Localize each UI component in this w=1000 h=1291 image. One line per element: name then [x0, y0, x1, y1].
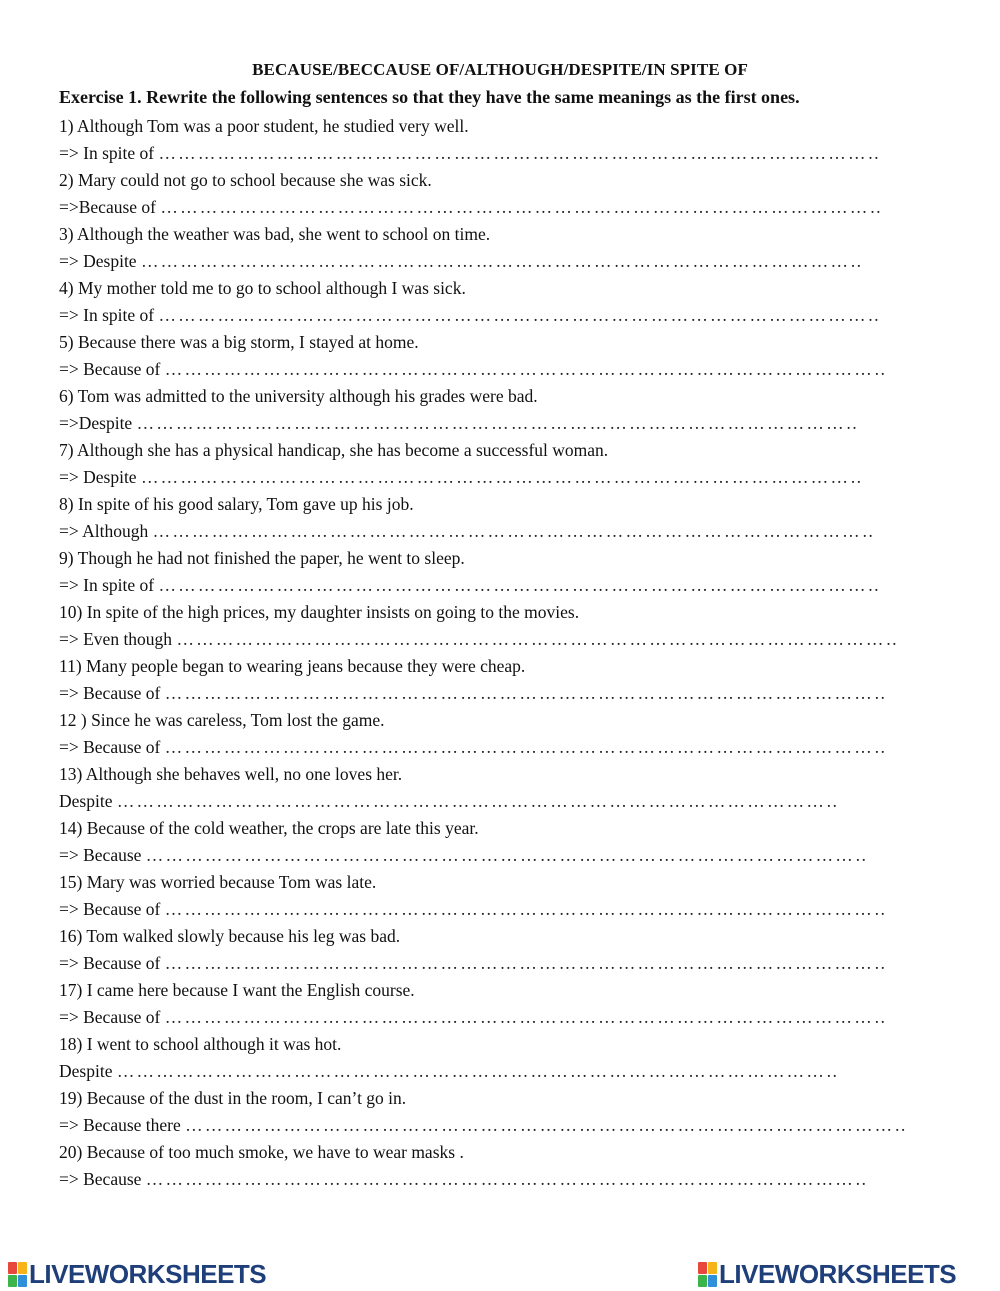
- answer-prompt: Despite: [59, 791, 113, 811]
- answer-line: [59, 842, 959, 869]
- answer-prompt: => Even though: [59, 629, 173, 649]
- exercise-sentence: 9) Though he had not finished the paper, he went to sleep.: [59, 548, 465, 568]
- answer-line: [59, 356, 959, 383]
- answer-prompt: => Despite: [59, 251, 137, 271]
- exercise-sentence: 5) Because there was a big storm, I stayed at home.: [59, 332, 419, 352]
- answer-input-4[interactable]: [158, 305, 878, 327]
- answer-line: [59, 464, 959, 491]
- exercise-sentence: 10) In spite of the high prices, my daughter insists on going to the movies.: [59, 602, 580, 622]
- answer-input-13[interactable]: [117, 791, 837, 813]
- answer-line: [59, 626, 959, 653]
- answer-prompt: => In spite of: [59, 575, 155, 595]
- answer-prompt: => Because of: [59, 737, 161, 757]
- answer-line: [59, 896, 959, 923]
- answer-input-17[interactable]: [165, 1007, 885, 1029]
- answer-prompt: => Despite: [59, 467, 137, 487]
- answer-line: [59, 302, 959, 329]
- answer-line: [59, 680, 959, 707]
- answer-input-6[interactable]: [137, 413, 857, 435]
- answer-input-5[interactable]: [165, 359, 885, 381]
- answer-line: [59, 1004, 959, 1031]
- answer-prompt: => Because of: [59, 953, 161, 973]
- answer-input-18[interactable]: [117, 1061, 837, 1083]
- answer-line: [59, 1112, 959, 1139]
- answer-input-11[interactable]: [165, 683, 885, 705]
- exercise-sentence: 11) Many people began to wearing jeans because they were cheap.: [59, 656, 526, 676]
- exercise-sentence: 2) Mary could not go to school because she was sick.: [59, 170, 432, 190]
- answer-prompt: => Because: [59, 1169, 142, 1189]
- answer-input-20[interactable]: [146, 1169, 866, 1191]
- answer-input-9[interactable]: [158, 575, 878, 597]
- answer-line: [59, 194, 959, 221]
- answer-input-2[interactable]: [160, 197, 880, 219]
- exercise-sentence: 14) Because of the cold weather, the crops are late this year.: [59, 818, 479, 838]
- exercise-sentence: 16) Tom walked slowly because his leg was bad.: [59, 926, 401, 946]
- answer-line: [59, 140, 959, 167]
- exercise-sentence: 19) Because of the dust in the room, I can’t go in.: [59, 1088, 407, 1108]
- exercise-sentence: 17) I came here because I want the English course.: [59, 980, 415, 1000]
- answer-line: [59, 950, 959, 977]
- answer-input-16[interactable]: [165, 953, 885, 975]
- answer-prompt: Despite: [59, 1061, 113, 1081]
- worksheet-title: BECAUSE/BECCAUSE OF/ALTHOUGH/DESPITE/IN SPITE OF: [252, 60, 748, 79]
- exercise-sentence: 12 ) Since he was careless, Tom lost the game.: [59, 710, 385, 730]
- answer-input-1[interactable]: [158, 143, 878, 165]
- answer-prompt: => Because: [59, 845, 142, 865]
- liveworksheets-logo-icon: [698, 1262, 717, 1287]
- answer-line: [59, 1166, 959, 1193]
- liveworksheets-logo-icon: [8, 1262, 27, 1287]
- answer-prompt: => Because there: [59, 1115, 181, 1135]
- logo-text: LIVEWORKSHEETS: [29, 1258, 267, 1289]
- liveworksheets-logo-right: [698, 1260, 956, 1288]
- answer-line: [59, 734, 959, 761]
- exercise-sentence: 7) Although she has a physical handicap, she has become a successful woman.: [59, 440, 609, 460]
- exercise-instruction: Exercise 1. Rewrite the following sentences so that they have the same meanings as the first ones.: [59, 87, 800, 107]
- exercise-sentence: 3) Although the weather was bad, she went to school on time.: [59, 224, 491, 244]
- answer-prompt: => Because of: [59, 899, 161, 919]
- answer-prompt: =>Because of: [59, 197, 156, 217]
- exercise-sentence: 1) Although Tom was a poor student, he studied very well.: [59, 116, 469, 136]
- answer-line: [59, 410, 959, 437]
- answer-input-19[interactable]: [185, 1115, 905, 1137]
- exercise-sentence: 8) In spite of his good salary, Tom gave up his job.: [59, 494, 414, 514]
- answer-line: [59, 518, 959, 545]
- answer-prompt: => In spite of: [59, 143, 155, 163]
- exercise-sentence: 13) Although she behaves well, no one loves her.: [59, 764, 403, 784]
- answer-prompt: => Because of: [59, 359, 161, 379]
- exercise-list: [59, 113, 959, 1193]
- answer-input-8[interactable]: [153, 521, 873, 543]
- liveworksheets-logo-left: [8, 1260, 266, 1288]
- answer-input-7[interactable]: [141, 467, 861, 489]
- answer-input-3[interactable]: [141, 251, 861, 273]
- exercise-sentence: 6) Tom was admitted to the university although his grades were bad.: [59, 386, 538, 406]
- answer-line: [59, 788, 959, 815]
- answer-input-14[interactable]: [146, 845, 866, 867]
- answer-line: [59, 248, 959, 275]
- answer-input-15[interactable]: [165, 899, 885, 921]
- answer-prompt: => Because of: [59, 683, 161, 703]
- answer-line: [59, 1058, 959, 1085]
- answer-line: [59, 572, 959, 599]
- answer-prompt: => Although: [59, 521, 149, 541]
- answer-input-10[interactable]: [176, 629, 896, 651]
- logo-text: LIVEWORKSHEETS: [719, 1258, 957, 1289]
- exercise-sentence: 4) My mother told me to go to school although I was sick.: [59, 278, 466, 298]
- exercise-sentence: 20) Because of too much smoke, we have to wear masks .: [59, 1142, 464, 1162]
- exercise-sentence: 15) Mary was worried because Tom was late.: [59, 872, 377, 892]
- answer-prompt: =>Despite: [59, 413, 133, 433]
- answer-input-12[interactable]: [165, 737, 885, 759]
- answer-prompt: => Because of: [59, 1007, 161, 1027]
- exercise-sentence: 18) I went to school although it was hot.: [59, 1034, 342, 1054]
- answer-prompt: => In spite of: [59, 305, 155, 325]
